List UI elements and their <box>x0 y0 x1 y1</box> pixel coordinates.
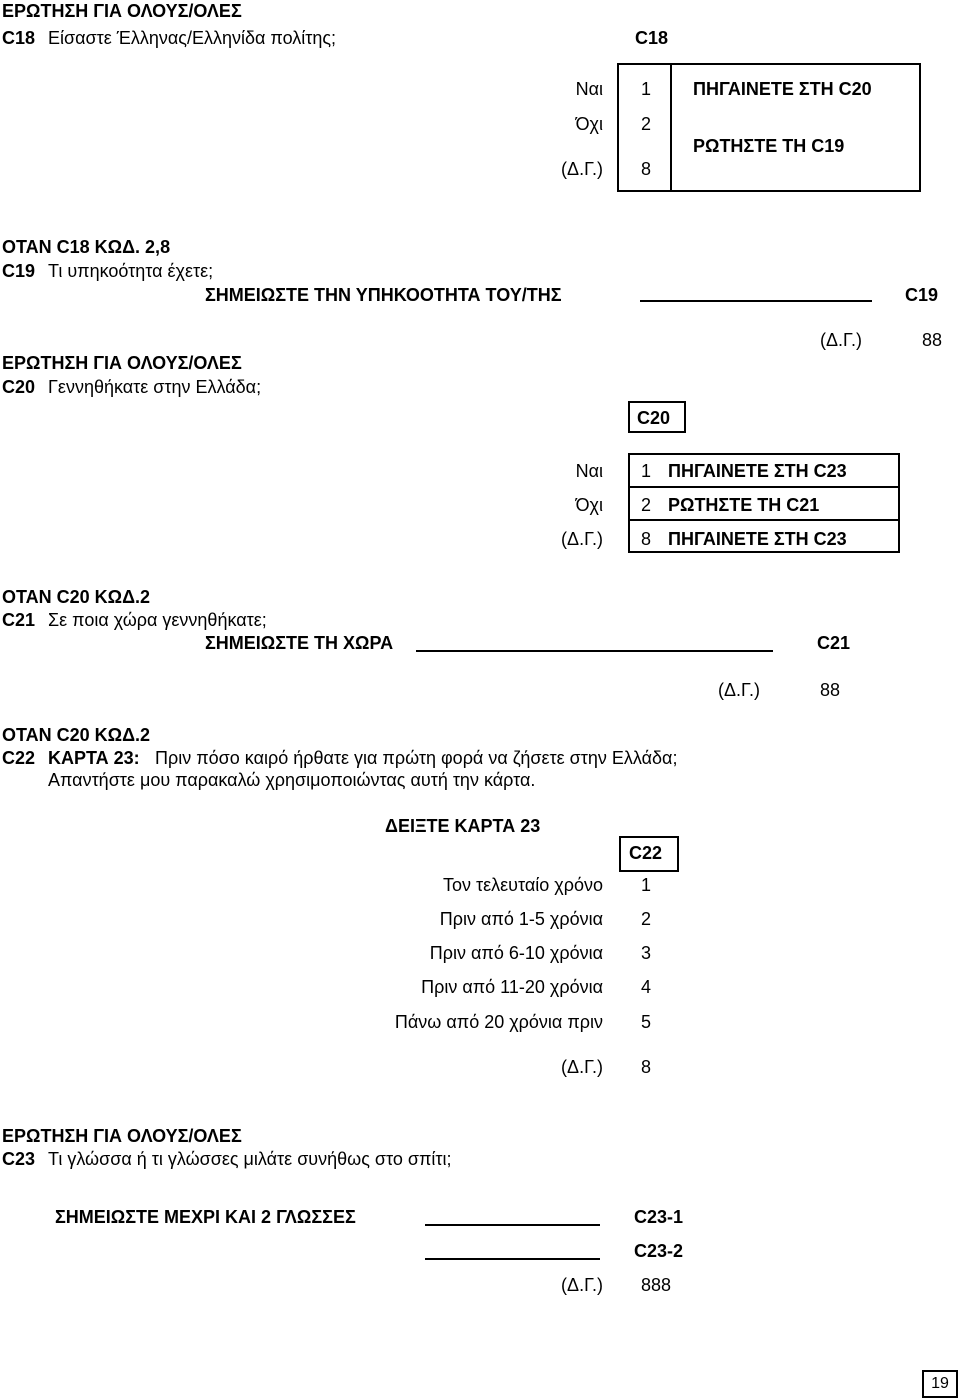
c20-option-no-label: Όχι <box>575 495 603 515</box>
c19-dk-label: (Δ.Γ.) <box>820 330 862 350</box>
c20-row-divider-1 <box>628 486 900 488</box>
c18-option-yes-label: Ναι <box>575 79 603 99</box>
c22-option-1-label: Τον τελευταίο χρόνο <box>442 875 603 895</box>
c18-option-yes-code[interactable]: 1 <box>641 79 652 99</box>
c20-option-yes-code[interactable]: 1 <box>641 461 652 481</box>
c21-dk-label: (Δ.Γ.) <box>718 680 760 700</box>
c23-question: Τι γλώσσα ή τι γλώσσες μιλάτε συνήθως στο σπίτι; <box>48 1149 452 1169</box>
c22-option-3-code[interactable]: 3 <box>641 943 652 963</box>
c20-section-heading: ΕΡΩΤΗΣΗ ΓΙΑ ΟΛΟΥΣ/ΟΛΕΣ <box>2 353 242 373</box>
c22-option-dk-label: (Δ.Γ.) <box>561 1057 603 1077</box>
c23-field-1: C23-1 <box>634 1207 684 1227</box>
c18-code: C18 <box>2 28 36 48</box>
c18-divider <box>670 63 672 192</box>
c22-option-5-code[interactable]: 5 <box>641 1012 652 1032</box>
c21-field-label: C21 <box>817 633 851 653</box>
c18-box-label: C18 <box>635 28 669 48</box>
c20-option-dk-label: (Δ.Γ.) <box>561 529 603 549</box>
c21-answer-line[interactable] <box>416 650 773 652</box>
c18-option-no-code[interactable]: 2 <box>641 114 652 134</box>
c22-option-4-code[interactable]: 4 <box>641 977 652 997</box>
c18-option-dk-code[interactable]: 8 <box>641 159 652 179</box>
c20-option-no-code[interactable]: 2 <box>641 495 652 515</box>
c20-row-divider-2 <box>628 519 900 521</box>
c20-option-dk-code[interactable]: 8 <box>641 529 652 549</box>
c22-code: C22 <box>2 748 36 768</box>
c19-code: C19 <box>2 261 36 281</box>
c20-code: C20 <box>2 377 36 397</box>
c22-option-dk-code[interactable]: 8 <box>641 1057 652 1077</box>
c19-question: Τι υπηκοότητα έχετε; <box>48 261 214 281</box>
c20-option-yes-route: ΠΗΓΑΙΝΕΤΕ ΣΤΗ C23 <box>668 461 847 481</box>
c19-field-label: C19 <box>905 285 939 305</box>
c23-dk-code[interactable]: 888 <box>641 1275 672 1295</box>
c23-field-2: C23-2 <box>634 1241 684 1261</box>
c19-dk-code[interactable]: 88 <box>922 330 943 350</box>
c23-section-heading: ΕΡΩΤΗΣΗ ΓΙΑ ΟΛΟΥΣ/ΟΛΕΣ <box>2 1126 242 1146</box>
page-number: 19 <box>931 1375 949 1392</box>
c22-option-2-code[interactable]: 2 <box>641 909 652 929</box>
c21-filter: ΟΤΑΝ C20 ΚΩΔ.2 <box>2 587 151 607</box>
c22-filter: ΟΤΑΝ C20 ΚΩΔ.2 <box>2 725 151 745</box>
c18-route-1: ΠΗΓΑΙΝΕΤΕ ΣΤΗ C20 <box>693 79 872 99</box>
c18-option-dk-label: (Δ.Γ.) <box>561 159 603 179</box>
c20-box-label: C20 <box>637 408 671 428</box>
c18-section-heading: ΕΡΩΤΗΣΗ ΓΙΑ ΟΛΟΥΣ/ΟΛΕΣ <box>2 1 242 21</box>
c21-dk-code[interactable]: 88 <box>820 680 841 700</box>
c23-dk-label: (Δ.Γ.) <box>561 1275 603 1295</box>
c22-option-2-label: Πριν από 1-5 χρόνια <box>439 909 603 929</box>
c22-show-card: ΔΕΙΞΤΕ ΚΑΡΤΑ 23 <box>385 816 541 836</box>
c20-option-yes-label: Ναι <box>575 461 603 481</box>
c23-code: C23 <box>2 1149 36 1169</box>
c21-code: C21 <box>2 610 36 630</box>
c19-answer-line[interactable] <box>640 300 872 302</box>
c20-option-no-route: ΡΩΤΗΣΤΕ ΤΗ C21 <box>668 495 820 515</box>
c18-route-2: ΡΩΤΗΣΤΕ ΤΗ C19 <box>693 136 845 156</box>
c21-instruction: ΣΗΜΕΙΩΣΤΕ ΤΗ ΧΩΡΑ <box>205 633 394 653</box>
c20-question: Γεννηθήκατε στην Ελλάδα; <box>48 377 262 397</box>
c22-option-3-label: Πριν από 6-10 χρόνια <box>429 943 603 963</box>
c19-filter: ΟΤΑΝ C18 ΚΩΔ. 2,8 <box>2 237 171 257</box>
c22-question-line-2: Απαντήστε μου παρακαλώ χρησιμοποιώντας αυτή την κάρτα. <box>48 770 536 790</box>
c23-answer-line-1[interactable] <box>425 1224 600 1226</box>
c22-question: Πριν πόσο καιρό ήρθατε για πρώτη φορά να ζήσετε στην Ελλάδα; <box>155 748 678 768</box>
c20-option-dk-route: ΠΗΓΑΙΝΕΤΕ ΣΤΗ C23 <box>668 529 847 549</box>
c22-option-4-label: Πριν από 11-20 χρόνια <box>421 977 603 997</box>
c23-instruction: ΣΗΜΕΙΩΣΤΕ ΜΕΧΡΙ ΚΑΙ 2 ΓΛΩΣΣΕΣ <box>55 1207 356 1227</box>
c23-answer-line-2[interactable] <box>425 1258 600 1260</box>
c22-option-5-label: Πάνω από 20 χρόνια πριν <box>394 1012 603 1032</box>
c21-question: Σε ποια χώρα γεννηθήκατε; <box>48 610 267 630</box>
c22-card: ΚΑΡΤΑ 23: <box>48 748 140 768</box>
c22-option-1-code[interactable]: 1 <box>641 875 652 895</box>
c18-question: Είσαστε Έλληνας/Ελληνίδα πολίτης; <box>48 28 337 48</box>
c19-instruction: ΣΗΜΕΙΩΣΤΕ ΤΗΝ ΥΠΗΚΟΟΤΗΤΑ ΤΟΥ/ΤΗΣ <box>205 285 562 305</box>
c18-option-no-label: Όχι <box>575 114 603 134</box>
c22-box-label: C22 <box>629 843 663 863</box>
